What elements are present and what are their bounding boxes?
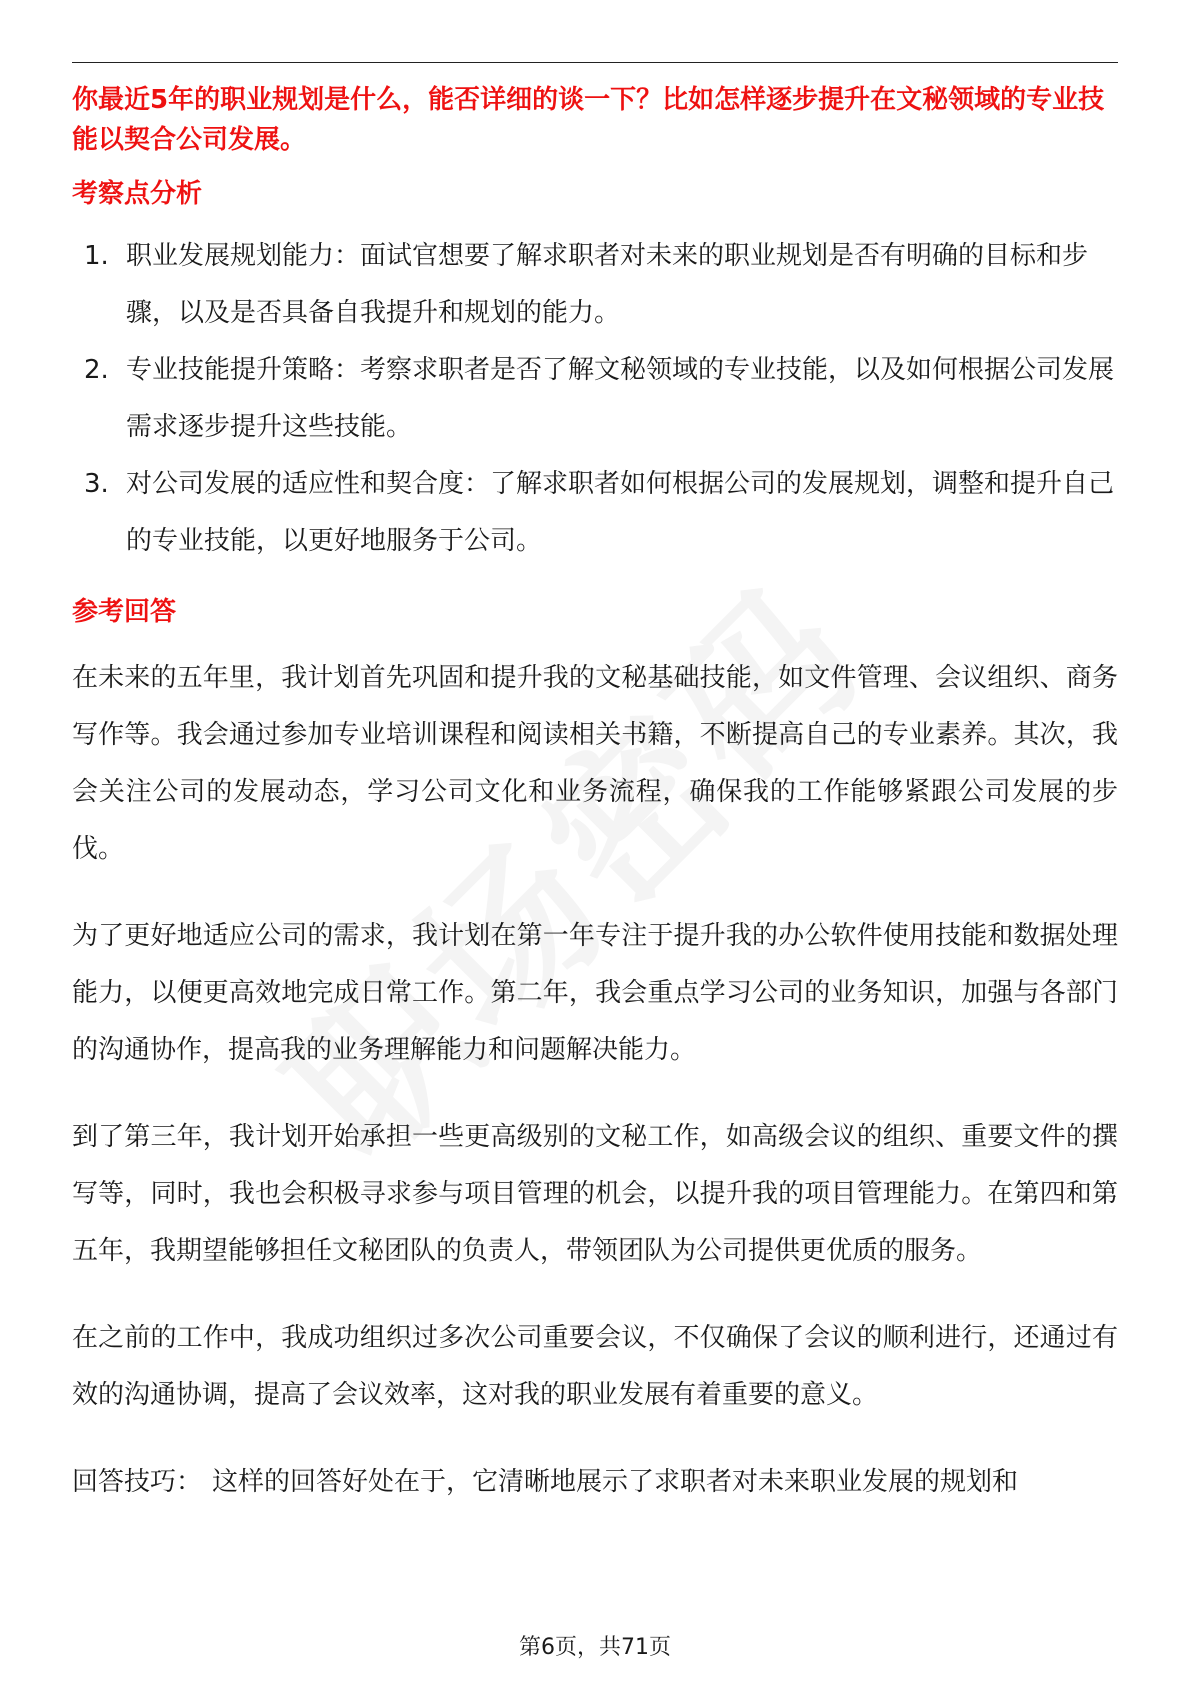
answer-tip-text: 这样的回答好处在于，它清晰地展示了求职者对未来职业发展的规划和	[212, 1467, 1019, 1497]
list-item-text: 对公司发展的适应性和契合度：了解求职者如何根据公司的发展规划，调整和提升自己的专业技能，以更好地服务于公司。	[126, 469, 1115, 556]
list-item	[72, 228, 1118, 342]
answer-tip-label: 回答技巧：	[72, 1467, 203, 1497]
list-item	[72, 342, 1118, 456]
list-item	[72, 456, 1118, 570]
list-item-text: 专业技能提升策略：考察求职者是否了解文秘领域的专业技能，以及如何根据公司发展需求逐步提升这些技能。	[126, 355, 1115, 442]
answer-paragraph: 在未来的五年里，我计划首先巩固和提升我的文秘基础技能，如文件管理、会议组织、商务写作等。我会通过参加专业培训课程和阅读相关书籍，不断提高自己的专业素养。其次，我会关注公司的发展动态，学习公司文化和业务流程，确保我的工作能够紧跟公司发展的步伐。	[72, 663, 1118, 864]
page-number: 第6页，共71页	[519, 1635, 671, 1660]
document-body	[72, 80, 1118, 1511]
list-item-number: 1.	[84, 241, 109, 271]
list-item-text: 职业发展规划能力：面试官想要了解求职者对未来的职业规划是否有明确的目标和步骤，以及是否具备自我提升和规划的能力。	[126, 241, 1089, 328]
analysis-list	[72, 228, 1118, 570]
answer-paragraph: 在之前的工作中，我成功组织过多次公司重要会议，不仅确保了会议的顺利进行，还通过有效的沟通协调，提高了会议效率，这对我的职业发展有着重要的意义。	[72, 1323, 1118, 1410]
answer-paragraph: 为了更好地适应公司的需求，我计划在第一年专注于提升我的办公软件使用技能和数据处理能力，以便更高效地完成日常工作。第二年，我会重点学习公司的业务知识，加强与各部门的沟通协作，提高我的业务理解能力和问题解决能力。	[72, 921, 1118, 1065]
answer-paragraph: 到了第三年，我计划开始承担一些更高级别的文秘工作，如高级会议的组织、重要文件的撰写等，同时，我也会积极寻求参与项目管理的机会，以提升我的项目管理能力。在第四和第五年，我期望能够担任文秘团队的负责人，带领团队为公司提供更优质的服务。	[72, 1122, 1118, 1266]
list-item-number: 2.	[84, 355, 109, 385]
list-item-number: 3.	[84, 469, 109, 499]
header-divider	[72, 62, 1118, 63]
analysis-heading: 考察点分析	[72, 179, 203, 209]
answer-tip	[72, 1454, 1118, 1511]
question-title: 你最近5年的职业规划是什么，能否详细的谈一下？比如怎样逐步提升在文秘领域的专业技能以契合公司发展。	[72, 85, 1105, 155]
answer-heading: 参考回答	[72, 597, 177, 627]
